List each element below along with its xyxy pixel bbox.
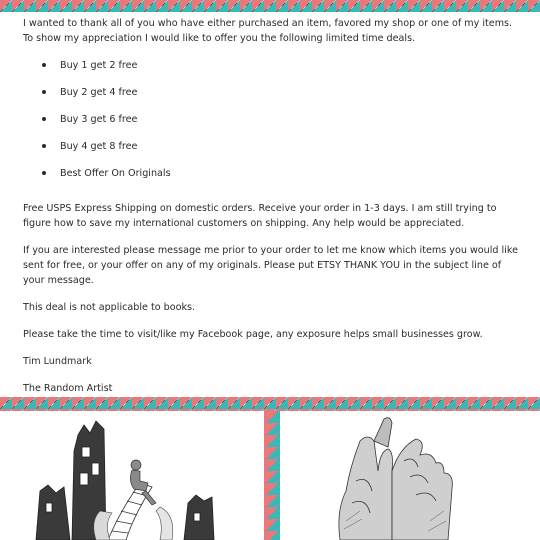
facebook-note: Please take the time to visit/like my Facebook page, any exposure helps small businesses grow. xyxy=(23,329,483,340)
list-item: Buy 2 get 4 free xyxy=(60,85,518,112)
deals-list xyxy=(23,58,518,193)
thank-you-letter xyxy=(23,16,518,408)
list-item: Best Offer On Originals xyxy=(60,166,518,193)
contact-paragraph: If you are interested please message me prior to your order to let me know which items you would like sent for free, or your offer on any of my originals. Please put ETSY THANK YOU in the subject line of your message. xyxy=(23,245,518,286)
triangle-border-top xyxy=(0,0,540,12)
triangle-border-vertical xyxy=(264,411,280,540)
triangle-border-middle xyxy=(0,397,540,411)
shipping-paragraph: Free USPS Express Shipping on domestic orders. Receive your order in 1-3 days. I am still trying to figure how to save my international customers on shipping. Any help would be appreciated. xyxy=(23,203,497,229)
books-note: This deal is not applicable to books. xyxy=(23,302,196,313)
intro-paragraph: I wanted to thank all of you who have either purchased an item, favored my shop or one of my items. To show my appreciation I would like to offer you the following limited time deals. xyxy=(23,18,513,44)
ruins-artwork xyxy=(0,411,264,540)
praying-hands-artwork xyxy=(280,411,540,540)
signature-name: Tim Lundmark xyxy=(23,356,92,367)
list-item: Buy 4 get 8 free xyxy=(60,139,518,166)
list-item: Buy 1 get 2 free xyxy=(60,58,518,85)
list-item: Buy 3 get 6 free xyxy=(60,112,518,139)
signature-title: The Random Artist xyxy=(23,383,113,394)
